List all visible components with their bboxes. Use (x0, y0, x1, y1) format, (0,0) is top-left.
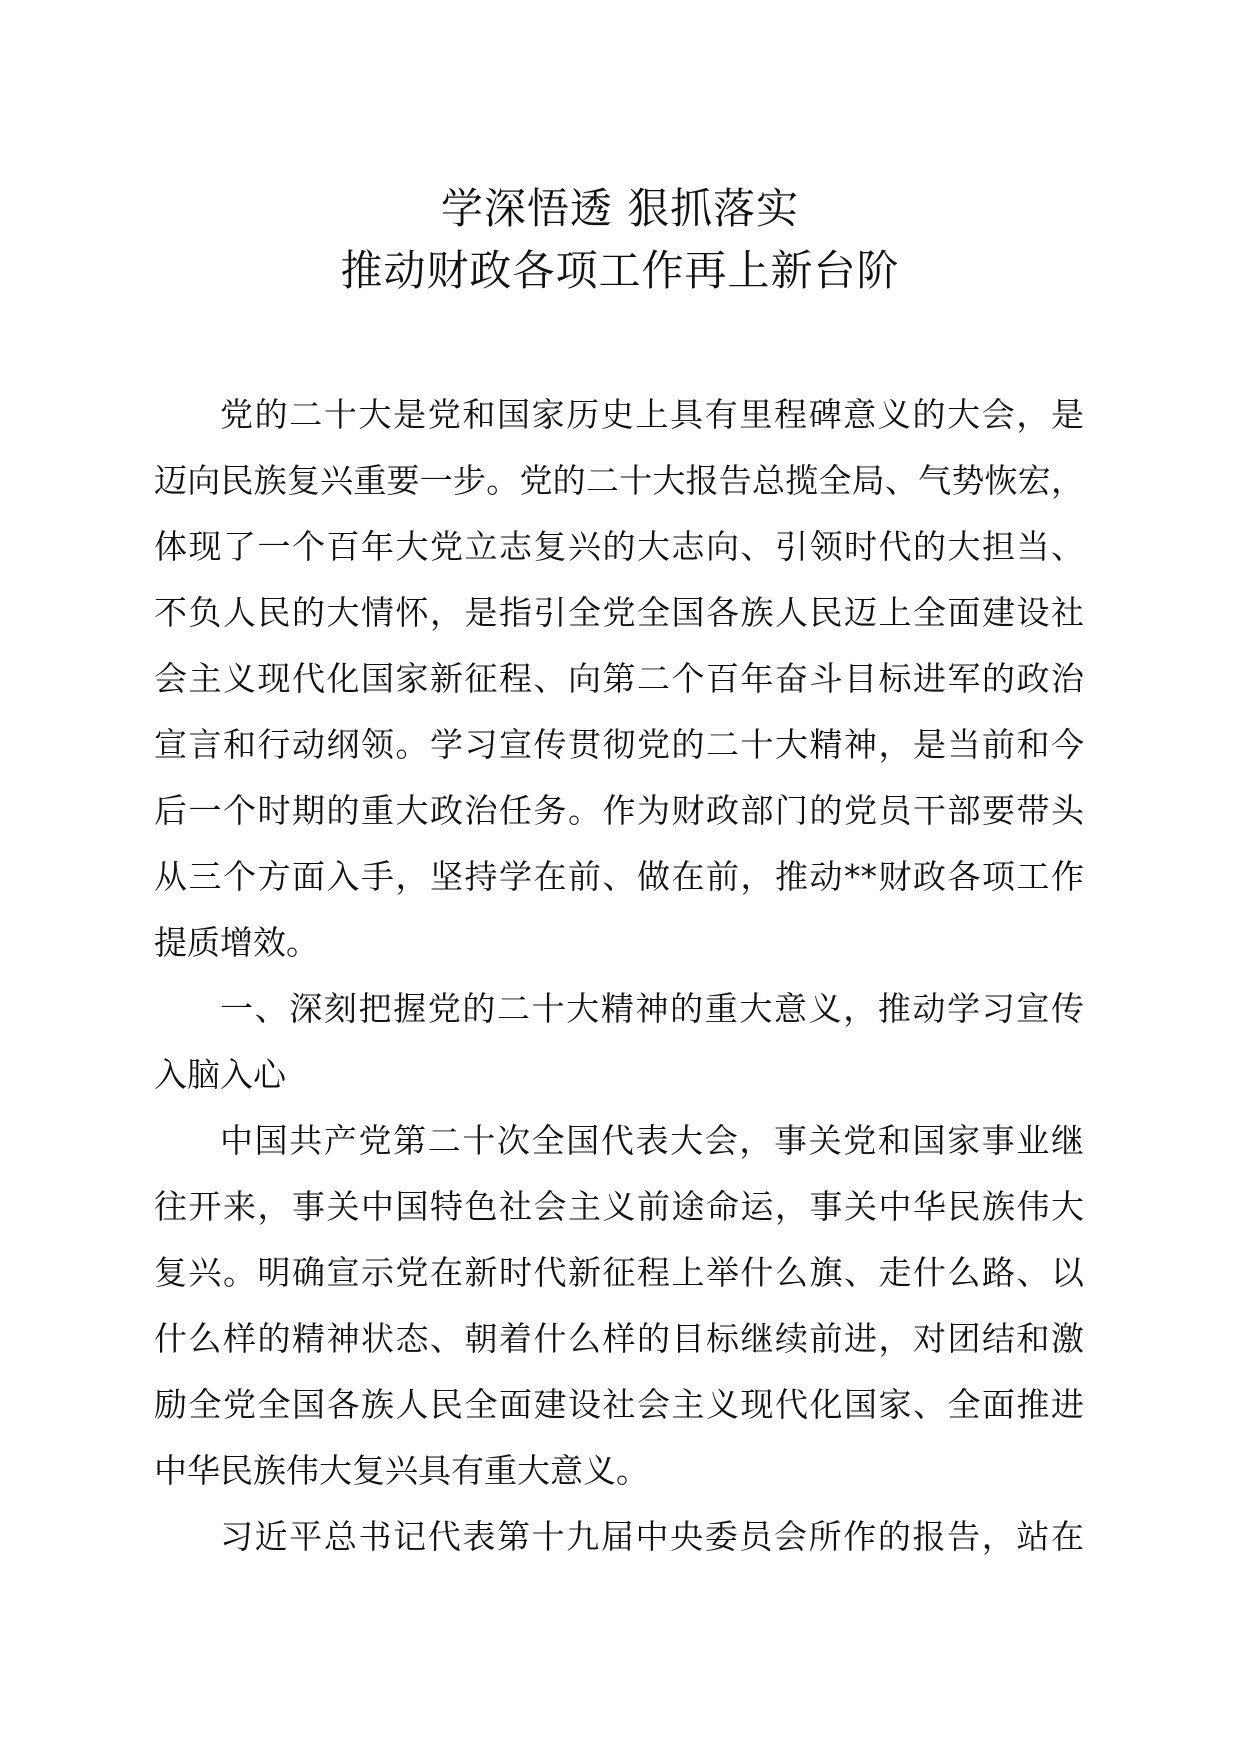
paragraph-line: 迈向民族复兴重要一步。党的二十大报告总揽全局、气势恢宏， (154, 461, 1084, 500)
paragraph-line: 中华民族伟大复兴具有重大意义。 (154, 1451, 649, 1490)
paragraph-line: 往开来，事关中国特色社会主义前途命运，事关中华民族伟大 (154, 1187, 1084, 1226)
title-line-2: 推动财政各项工作再上新台阶 (340, 246, 900, 295)
paragraph-line: 体现了一个百年大党立志复兴的大志向、引领时代的大担当、 (154, 527, 1084, 566)
paragraph-line: 提质增效。 (154, 923, 319, 962)
paragraph-line: 会主义现代化国家新征程、向第二个百年奋斗目标进军的政治 (154, 659, 1084, 698)
paragraph-line: 从三个方面入手，坚持学在前、做在前，推动**财政各项工作 (154, 857, 1084, 896)
paragraph-line: 什么样的精神状态、朝着什么样的目标继续前进，对团结和激 (154, 1319, 1084, 1358)
title-line-1: 学深悟透 狠抓落实 (440, 184, 800, 233)
section-heading-line: 入脑入心 (154, 1055, 286, 1094)
document-title (0, 178, 1240, 302)
paragraph-line: 后一个时期的重大政治任务。作为财政部门的党员干部要带头 (154, 791, 1084, 830)
paragraph-line: 习近平总书记代表第十九届中央委员会所作的报告，站在 (220, 1517, 1084, 1556)
paragraph-line: 复兴。明确宣示党在新时代新征程上举什么旗、走什么路、以 (154, 1253, 1084, 1292)
paragraph-line: 不负人民的大情怀，是指引全党全国各族人民迈上全面建设社 (154, 593, 1084, 632)
paragraph-line: 党的二十大是党和国家历史上具有里程碑意义的大会，是 (220, 395, 1084, 434)
paragraph-line: 中国共产党第二十次全国代表大会，事关党和国家事业继 (220, 1121, 1084, 1160)
section-heading-line: 一、深刻把握党的二十大精神的重大意义，推动学习宣传 (220, 989, 1084, 1028)
paragraph-line: 宣言和行动纲领。学习宣传贯彻党的二十大精神，是当前和今 (154, 725, 1084, 764)
paragraph-line: 励全党全国各族人民全面建设社会主义现代化国家、全面推进 (154, 1385, 1084, 1424)
